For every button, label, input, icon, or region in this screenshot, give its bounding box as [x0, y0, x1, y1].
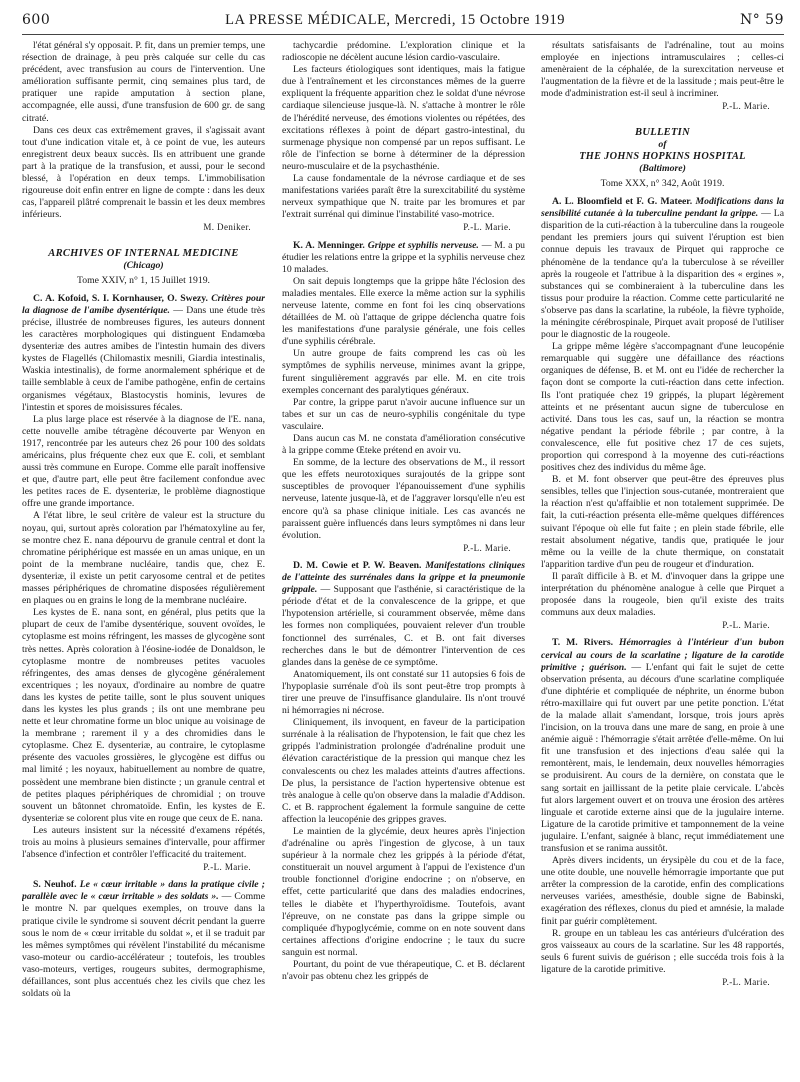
paragraph: A l'état libre, le seul critère de valeur est la structure du noyau, qui, surtout après coloration par l'hématoxyline au fer, se montre chez E. nana dépourvu de granule central et dont la chromatine périphérique est massée en un amas unique, en un point de la membrane nucléaire, tandis que, chez E. dysenteriæ, il existe un petit caryosome central et de petites masses périphériques de chromatine disposées régulièrement en plaques ou en grains le long de la membrane nucléaire.	[22, 510, 265, 607]
paragraph: Anatomiquement, ils ont constaté sur 11 autopsies 6 fois de l'hypoplasie surrénale d'où ils sont peut-être trop prompts à tirer une preuve de l'insuffisance glandulaire. Ils n'ont trouvé ni hémorragies ni nécrose.	[282, 668, 525, 717]
article-paragraph	[22, 293, 265, 414]
signature: P.-L. Marie.	[203, 862, 251, 873]
column-1	[22, 40, 265, 1076]
article-authors: D. M. Cowie et P. W. Beaven.	[293, 559, 422, 571]
article-title: Le « cœur irritable » dans la pratique civile ; parallèle avec le « cœur irritable » des soldats ».	[22, 879, 265, 903]
paragraph: Pourtant, du point de vue thérapeutique, C. et B. déclarent n'avoir pas obtenu chez les grippés de	[282, 959, 525, 983]
paragraph: Cliniquement, ils invoquent, en faveur de la participation surrénale à la réalisation de l'hypotension, le fait que chez les grippés l'administration prolongée d'adrénaline produit une élévation caractéristique de la pression qui manque chez les convalescents ou chez les malades atteints d'autres affections. De plus, la persistance de l'action hypertensive obtenue est très analogue à celle qu'on observe dans la maladie d'Addison. C. et B. rapprochent également la formule sanguine de cette affection la leucopénie des grippes graves.	[282, 717, 525, 825]
paragraph: La cause fondamentale de la névrose cardiaque et de ses manifestations variées paraît être la surexcitabilité du système nerveux sympathique que N. traite par les bromures et par l'extrait surrénal qui diminue l'instabilité vaso-motrice.	[282, 173, 525, 221]
article-authors: K. A. Menninger.	[293, 239, 365, 251]
article-paragraph	[282, 240, 525, 276]
issue-number: N° 59	[739, 12, 784, 28]
article-paragraph	[22, 879, 265, 1000]
article-title: Manifestations cliniques de l'atteinte des surrénales dans la grippe et la pneumonie grippale.	[282, 559, 525, 596]
signature: P.-L. Marie.	[722, 620, 770, 631]
page-header	[22, 8, 784, 32]
signature: P.-L. Marie.	[463, 542, 511, 553]
paragraph: Le maintien de la glycémie, deux heures après l'injection d'adrénaline ou après l'ingestion de glycose, à un taux supérieur à la normale chez les grippés à la période d'état, constituerait un nouvel argument à l'appui de l'existence d'un trouble fonctionnel d'origine endocrine ; on n'observe, en effet, cette particularité que dans des maladies endocrines, telles le diabète et l'hyperthyroïdisme. Toutefois, avant l'épreuve, on ne constate pas dans la grippe simple ou compliquée d'hypoglycémie, comme on en note souvent dans certaines affections d'origine endocrine ; le taux du sucre sanguin est normal.	[282, 826, 525, 958]
article-authors: C. A. Kofoid, S. I. Kornhauser, O. Swezy.	[33, 292, 208, 304]
journal-page	[22, 0, 784, 1082]
paragraph: Après divers incidents, un érysipèle du cou et de la face, une otite double, une nouvelle hémorragie importante que put arrêter la compression de la carotide, enfin des complications nerveuses variées, amesthésie, double signe de Babinski, exagération des réflexes, clonus du pied et amnésie, la malade finit par guérir complètement.	[541, 855, 784, 927]
article-authors: T. M. Rivers.	[552, 637, 614, 649]
article-text: — Dans une étude très précise, illustrée de nombreuses figures, les auteurs donnent les caractères morphologiques qui distinguent Endamœba dysenteriæ des autres amibes de l'intestin humain des divers kystes de Flagellés (Chilomastix mesnili, Giardia intestinalis, Waskia intestinalis), de forme anormalement sphérique et de taille semblable à ceux de l'amibe pathogène, enfin de certains organismes végétaux, Blastocystis hominis, levures de l'intestin et spores de moisissures fécales.	[22, 304, 265, 413]
volume-line: Tome XXIV, n° 1, 15 Juillet 1919.	[77, 274, 210, 286]
paragraph: l'état général s'y opposait. P. fit, dans un premier temps, une résection de drainage, à peu près calquée sur celle du cas précédent, avec transfusion au cours de l'intervention. Une amélioration suffisante permit, cinq semaines plus tard, de pratiquer une rapide amputation à section plane, accompagnée, elle aussi, d'une transfusion de 600 gr. de sang citraté.	[22, 40, 265, 124]
article-paragraph	[541, 637, 784, 855]
page-number: 600	[22, 12, 51, 28]
article-title: Modifications dans la sensibilité cutanée à la tuberculine pendant la grippe.	[541, 196, 784, 220]
paragraph: B. et M. font observer que peut-être des épreuves plus sensibles, telles que l'injection sous-cutanée, montreraient que la réaction n'est qu'affaiblie et non totalement supprimée. De fait, la cuti-réaction présenta elle-même quelques différences suivant l'époque où elle fut faite ; en plein stade fébrile, elle restait absolument négative, tandis que, pratiquée le jour même ou la veille de la chute thermique, on constatait l'apparition tardive d'un peu de rougeur et d'induration.	[541, 474, 784, 570]
paragraph: La plus large place est réservée à la diagnose de l'E. nana, cette nouvelle amibe tétragène découverte par Wenyon en 1917, rencontrée par les auteurs chez 26 pour 100 des soldats américains, plus fréquente chez eux que E. coli, et semblant aussi très commune en Europe. Comme elle paraît inoffensive et que, d'autre part, elle peut être facilement confondue avec les petites races de E. dysenteriæ, le problème diagnostique offre une grande importance.	[22, 413, 265, 510]
paragraph: Dans ces deux cas extrêmement graves, il s'agissait avant tout d'une indication vitale et, à ce point de vue, les auteurs enregistrent deux beaux succès. Ils en attribuent une grande part à la pratique de la transfusion, et aussi, pour le second blessé, à l'opération en deux temps. L'immobilisation rigoureuse doit enfin entrer en ligne de compte : dans les deux cas, l'appareil plâtré comprenait le bassin et les deux membres inférieurs.	[22, 124, 265, 221]
signature: M. Deniker.	[203, 222, 251, 233]
journal-city: (Chicago)	[123, 259, 164, 271]
journal-heading: ARCHIVES OF INTERNAL MEDICINE	[48, 247, 239, 259]
hospital-city: (Baltimore)	[639, 162, 686, 174]
article-text: — L'enfant qui fait le sujet de cette observation présenta, au décours d'une scarlatine compliquée d'une diphtérie et compliquée de néphrite, un énorme bubon rétro-maxillaire qui fut ouvert par une petite ponction. L'état de la malade allait s'amendant, lorsque, trois jours après l'incision, on la trouva dans une mare de sang, en proie à une anémie aiguë : l'hémorragie s'était arrêtée d'elle-même. On lui fit une transfusion et des injections d'eau salée qui la remontèrent, mais, le lendemain, deux nouvelles hémorragies se produisirent. Au cours de la dernière, on constata que le sang sortait en jaillissant de la petite plaie cervicale. L'abcès fut alors largement ouvert et on trouva une érosion des artères linguale et carotide externe ainsi que de la jugulaire interne. Ligature de la carotide primitive et tamponnement de la veine jugulaire. L'enfant, saignée à blanc, reçut immédiatement une transfusion et se ranima aussitôt.	[541, 661, 784, 854]
signature: P.-L. Marie.	[722, 101, 770, 112]
hospital-heading: THE JOHNS HOPKINS HOSPITAL	[579, 150, 746, 162]
paragraph: La grippe même légère s'accompagnant d'une leucopénie remarquable qui suggère une défaillance des réactions organiques de défense, B. et M. ont eu l'idée de rechercher la façon dont se comporte la cuti-réaction dans cette infection. Ils l'ont pratiquée chez 19 grippés, la plupart légèrement atteints et ne présentant aucun signe de tuberculose en activité. Dans tous les cas, sauf un, la réaction se montra négative pendant la période fébrile ; par contre, à la convalescence, elle fut positive chez 17 de ces sujets, proportion qui correspond à la moyenne des cuti-réactions positives chez des individus du même âge.	[541, 341, 784, 474]
paragraph: résultats satisfaisants de l'adrénaline, tout au moins employée en injections intramusculaires ; celles-ci amenèraient de la céphalée, de la surexcitation nerveuse et l'augmentation de la fièvre et de la lassitude ; mais peut-être le mode d'administration est-il seul à incriminer.	[541, 40, 784, 100]
paragraph: Un autre groupe de faits comprend les cas où les symptômes de syphilis nerveuse, minimes avant la grippe, furent singulièrement aggravés par elle. M. en cite trois exemples concernant des paralytiques généraux.	[282, 348, 525, 396]
signature: P.-L. Marie.	[463, 222, 511, 233]
journal-title: LA PRESSE MÉDICALE, Mercredi, 15 Octobre 1919	[225, 11, 566, 28]
paragraph: Les auteurs insistent sur la nécessité d'examens répétés, trois au moins à plusieurs semaines d'intervalle, pour affirmer l'absence d'infection et contrôler l'efficacité du traitement.	[22, 824, 265, 861]
column-3	[541, 40, 784, 1076]
column-2	[282, 40, 525, 1076]
header-rule	[22, 34, 784, 35]
volume-line: Tome XXX, n° 342, Août 1919.	[600, 177, 725, 189]
bulletin-heading: BULLETIN	[635, 126, 690, 138]
article-text: — La disparition de la cuti-réaction à la tuberculine dans la rougeole pendant les premiers jours qui suivent l'éruption est bien connue depuis les travaux de Pirquet qui rapproche ce phénomène de la tendance qu'a la tuberculose à se réveiller après la rougeole et l'attribue à la disparition des « ergines », substances qui se combineraient à la tuberculine dans les tissus pour produire la réaction. Comme cette particularité ne s'observe pas dans la scarlatine, la rubéole, la fièvre typhoïde, la méningite cérébrospinale, Pirquet avait proposé de l'utiliser pour le diagnostic de la rougeole.	[541, 208, 784, 341]
paragraph: On sait depuis longtemps que la grippe hâte l'éclosion des maladies mentales. Elle exerce la même action sur la syphilis nerveuse latente, comme en font foi les cinq observations détaillées de M. où l'attaque de grippe déclencha quatre fois les manifestations d'une paralysie générale, une fois celles d'une syphilis cérébrale.	[282, 275, 525, 348]
paragraph: Par contre, la grippe parut n'avoir aucune influence sur un tabes et sur un cas de neuro-syphilis congénitale du type vasculaire.	[282, 396, 525, 432]
article-paragraph	[541, 196, 784, 341]
article-text: — M. a pu étudier les relations entre la grippe et la syphilis nerveuse chez 10 malades.	[282, 239, 525, 275]
paragraph: tachycardie prédomine. L'exploration clinique et la radioscopie ne décèlent aucune lésion cardio-vasculaire.	[282, 40, 525, 64]
paragraph: Les kystes de E. nana sont, en général, plus petits que la plupart de ceux de l'amibe dysentérique, souvent ovoïdes, le cytoplasme est moins réfringent, les masses de glycogène sont très nettes. Après coloration à l'éosine-iodée de Donaldson, le cytoplasme montre de nombreuses petites vacuoles réfringentes, des amas denses de glycogène généralement excentriques ; les noyaux, d'ordinaire au nombre de quatre dans les kystes de petite taille, sont le plus souvent uniques dans les kystes les plus grands ; ils ont une membrane peu nette et leur chromatine forme un bloc unique au voisinage de la membrane ; rarement il y a des chromidies dans le cytoplasme. Chez E. dysenteriæ, au contraire, le cytoplasme présente des vacuoles grossières, le glycogène est diffus ou mal limité ; les noyaux, habituellement au nombre de quatre, possèdent une membrane bien distincte ; un granule central et de petites plaques périphériques de chromidial ; on trouve souvent un bâtonnet chromatoïde. Enfin, les kystes de E. dysenteriæ se colorent plus vite en rouge que ceux de E. nana.	[22, 607, 265, 824]
signature: P.-L. Marie.	[722, 977, 770, 988]
article-title: Critères pour la diagnose de l'amibe dysentérique.	[22, 292, 265, 316]
paragraph: Les facteurs étiologiques sont identiques, mais la fatigue due à l'entraînement et les circonstances mêmes de la guerre expliquent la fréquente apparition chez le soldat d'une névrose cardiaque silencieuse jusque-là. N. s'attache à montrer le rôle de l'hérédité nerveuse, des émotions violentes ou répétées, des excitations réflexes à point de départ gastro-intestinal, du surmenage physique non compensé par un repos suffisant. Le rôle de l'infection se borne à déterminer de la dépression neuro-musculaire et de la psychasthénie.	[282, 64, 525, 172]
article-authors: A. L. Bloomfield et F. G. Mateer.	[552, 196, 693, 208]
article-title: Grippe et syphilis nerveuse.	[367, 239, 479, 251]
paragraph: En somme, de la lecture des observations de M., il ressort que les effets neurotoxiques surajoutés de la grippe sont susceptibles de provoquer l'épanouissement d'une syphilis nerveuse, latente jusque-là, et de l'aggraver lorsqu'elle n'eu est encore qu'à sa phase clinique initiale. Les cas avancés ne paraissent guère influencés dans leurs symptômes ni dans leur évolution.	[282, 457, 525, 541]
article-title: Hémorragies à l'intérieur d'un bubon cervical au cours de la scarlatine ; ligature de la carotide primitive ; guérison.	[541, 637, 784, 673]
article-authors: S. Neuhof.	[33, 879, 77, 891]
paragraph: Dans aucun cas M. ne constata d'amélioration consécutive à la grippe comme Œteke prétend en avoir vu.	[282, 433, 525, 457]
article-paragraph	[282, 560, 525, 669]
paragraph: Il paraît difficile à B. et M. d'invoquer dans la grippe une interprétation du phénomène analogue à celle que Pirquet a proposée dans la rougeole, bien qu'il existe des traits communs aux deux maladies.	[541, 570, 784, 619]
article-text: — Supposant que l'asthénie, si caractéristique de la période d'état et de la convalescence de la grippe, et que l'hypotension artérielle, si couramment observée, même dans les formes non compliquées, pouvaient relever d'un trouble fonctionnel des surrénales, C. et B. ont fait diverses recherches dans le but de démontrer l'intervention de ces glandes dans la genèse de ce symptôme.	[282, 584, 525, 668]
bulletin-of: of	[658, 138, 667, 150]
paragraph: R. groupe en un tableau les cas antérieurs d'ulcération des gros vaisseaux au cours de la scarlatine. Sur les 48 rapportés, seuls 6 furent suivis de guérison ; elle succéda trois fois à la ligature de la carotide primitive.	[541, 927, 784, 975]
article-text: — Comme le montre N. par quelques exemples, on trouve dans la pratique civile le syndrome si souvent décrit pendant la guerre sous le nom de « cœur irritable du soldat », et il se traduit par les mêmes symptômes qui révèlent l'instabilité du mécanisme vaso-moteur ou cardio-accélérateur ; toutefois, les troubles vaso-moteurs, vertiges, rougeurs subites, dermographisme, défaillances, sont plus accentués chez les civils que chez les soldats où la	[22, 891, 265, 1000]
